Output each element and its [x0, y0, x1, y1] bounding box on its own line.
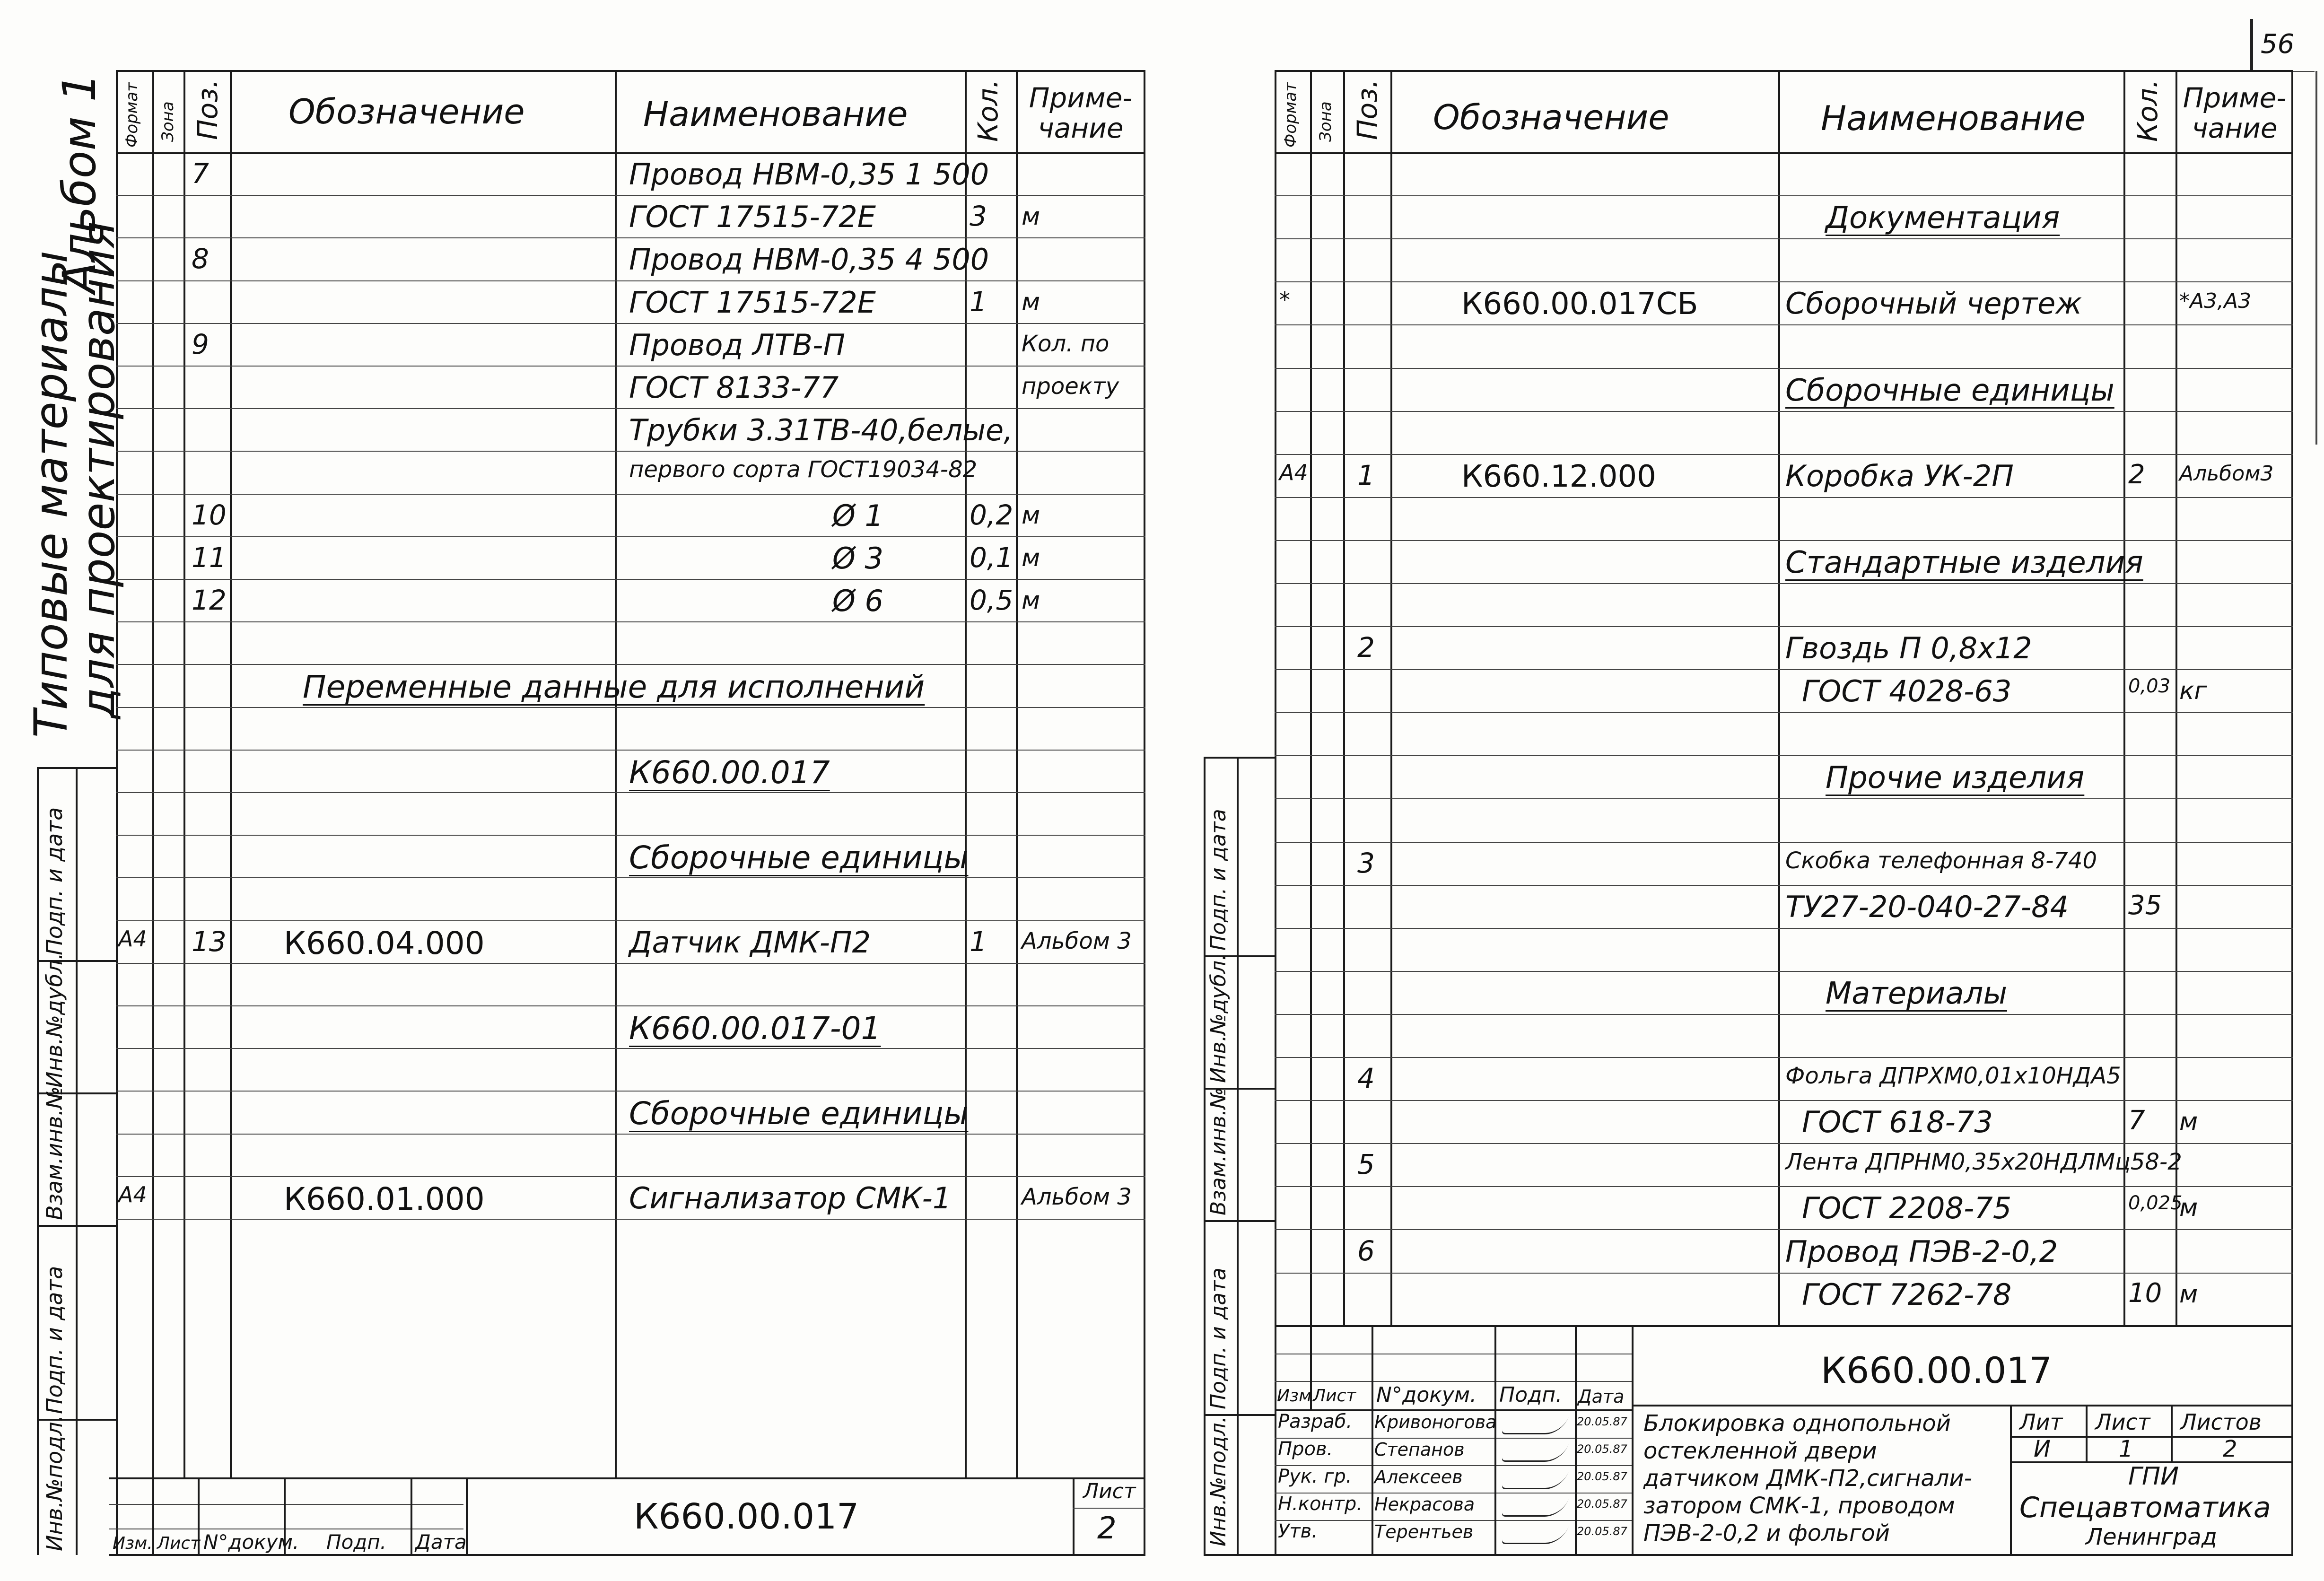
title-lit: И: [2034, 1436, 2051, 1462]
title-sign-line: [1275, 1381, 1632, 1382]
right-row-line: [1275, 195, 2293, 196]
left-stamp-sheet-line: [1073, 1508, 1145, 1509]
left-row-line: [116, 621, 1145, 622]
right-row-name: ГОСТ 2208-75: [1802, 1191, 2012, 1225]
right-row-line: [1275, 1229, 2293, 1230]
right-col-line: [2123, 70, 2125, 1325]
left-row-name: Провод ЛТВ-П: [629, 328, 845, 362]
left-row-line: [116, 750, 1145, 751]
left-col-line: [1016, 70, 1018, 1479]
title-org-2: Спецавтоматика: [2019, 1491, 2271, 1524]
left-row-heading: К660.00.017: [629, 754, 830, 791]
signature-mark: [1501, 1499, 1568, 1517]
left-row-name: Сигнализатор СМК-1: [629, 1181, 952, 1215]
left-row-heading: Сборочные единицы: [629, 839, 969, 876]
signature-mark: [1501, 1527, 1568, 1544]
left-row-name: Ø 6: [832, 584, 883, 618]
right-row-line: [1275, 324, 2293, 325]
right-row-line: [1275, 842, 2293, 843]
title-org-1: ГПИ: [2128, 1462, 2179, 1491]
title-line: остекленной двери: [1643, 1438, 1877, 1464]
left-row-note: м: [1022, 202, 1040, 231]
signature-mark: [1501, 1472, 1568, 1489]
right-frame-bottom: [1204, 1554, 2293, 1556]
side-stamp-line: [76, 767, 78, 1555]
right-row-format: А4: [1279, 460, 1308, 485]
left-row-name: Провод НВМ-0,35 4 500: [629, 242, 989, 277]
right-row-qty: 7: [2128, 1105, 2145, 1136]
right-side-stamp-podp-data-1: Подп. и дата: [1206, 1267, 1231, 1409]
right-side-stamp-inv-podl: Инв.№подл.: [1206, 1416, 1231, 1546]
left-row-name: Трубки 3.31ТВ-40,белые,: [629, 413, 1013, 447]
left-row-note: Кол. по: [1022, 331, 1110, 357]
title-block-col: [2010, 1405, 2012, 1555]
right-col-line: [1343, 70, 1345, 1325]
left-header-qty: Кол.: [972, 79, 1004, 142]
right-row-designation: К660.00.017СБ: [1461, 287, 1698, 322]
left-row-format: А4: [118, 926, 147, 952]
left-row-qty: 0,5: [970, 584, 1013, 616]
left-row-name: первого сорта ГОСТ19034-82: [629, 456, 978, 483]
left-row-qty: 3: [970, 200, 987, 232]
right-row-pos: 2: [1357, 631, 1375, 664]
right-row-line: [1275, 755, 2293, 756]
right-row-qty: 10: [2128, 1278, 2162, 1309]
left-stamp-sheet-label: Лист: [1083, 1479, 1136, 1503]
left-row-name: Датчик ДМК-П2: [629, 925, 871, 960]
side-stamp-line: [37, 767, 39, 1555]
right-row-line: [1275, 497, 2293, 498]
left-row-name: ГОСТ 17515-72Е: [629, 285, 876, 320]
left-stamp-col-date: Дата: [415, 1530, 467, 1554]
signer-date: 20.05.87: [1577, 1525, 1627, 1538]
left-stamp-sheet: 2: [1097, 1511, 1117, 1546]
right-row-heading: Прочие изделия: [1826, 760, 2085, 795]
right-row-qty: 2: [2128, 459, 2145, 490]
right-row-note: м: [2179, 1194, 2198, 1222]
left-row-pos: 8: [192, 243, 209, 275]
left-stamp-top: [109, 1477, 1145, 1479]
title-sign-col: [1372, 1325, 1373, 1555]
right-row-line: [1275, 368, 2293, 369]
right-row-name: ГОСТ 4028-63: [1802, 674, 2012, 708]
right-row-heading: Сборочные единицы: [1785, 373, 2114, 408]
left-row-line: [116, 1005, 1145, 1006]
signer-name: Терентьев: [1374, 1521, 1474, 1542]
left-row-pos: 9: [192, 328, 209, 360]
right-row-heading: Материалы: [1826, 976, 2007, 1011]
left-stamp-col-list: Лист: [157, 1534, 201, 1553]
title-block-line: [2010, 1436, 2293, 1438]
right-row-pos: 3: [1357, 847, 1375, 879]
right-row-name: Фольга ДПРХМ0,01х10НДА5: [1785, 1063, 2121, 1089]
right-row-line: [1275, 798, 2293, 799]
left-row-heading: К660.00.017-01: [629, 1010, 881, 1047]
right-row-line: [1275, 583, 2293, 584]
title-sheets: 2: [2223, 1436, 2237, 1462]
left-stamp-col-sign: Подп.: [326, 1530, 387, 1554]
album-label: Альбом 1: [53, 73, 106, 293]
left-row-line: [116, 963, 1145, 964]
right-row-line: [1275, 669, 2293, 670]
signature-mark: [1501, 1444, 1568, 1462]
title-block-line: [1632, 1405, 2293, 1406]
right-row-line: [1275, 885, 2293, 886]
left-row-name: Провод НВМ-0,35 1 500: [629, 157, 989, 192]
left-row-designation: К660.04.000: [284, 925, 485, 961]
left-row-line: [116, 408, 1145, 409]
right-frame-top: [1275, 70, 2293, 72]
left-row-qty: 0,1: [970, 542, 1013, 574]
right-row-note: *А3,А3: [2179, 289, 2252, 313]
title-sheets-label: Листов: [2180, 1409, 2262, 1435]
left-row-line: [116, 237, 1145, 238]
signer-role: Утв.: [1278, 1520, 1318, 1542]
right-frame-left: [1275, 70, 1276, 1555]
left-row-line: [116, 579, 1145, 580]
left-stamp-col-izm: Изм.: [113, 1534, 153, 1553]
signer-name: Кривоногова: [1374, 1412, 1497, 1433]
title-sign-line: [1275, 1520, 1632, 1521]
left-row-line: [116, 707, 1145, 708]
right-row-qty: 0,025: [2128, 1192, 2183, 1214]
right-row-line: [1275, 712, 2293, 713]
left-row-pos: 7: [192, 157, 209, 190]
right-header-format: Формат: [1281, 82, 1300, 148]
side-stamp-vzam-inv: Взам.инв.№: [42, 1086, 67, 1220]
left-row-name: Ø 1: [832, 498, 883, 533]
title-block-designation: К660.00.017: [1821, 1349, 2053, 1391]
left-row-line: [116, 664, 1145, 665]
left-header-format: Формат: [122, 82, 141, 148]
right-row-line: [1275, 1186, 2293, 1187]
left-row-line: [116, 195, 1145, 196]
right-header-pos: Поз.: [1351, 79, 1383, 140]
side-stamp-inv-podl: Инв.№подл.: [42, 1415, 67, 1551]
left-row-name: ГОСТ 8133-77: [629, 370, 839, 405]
left-row-line: [116, 451, 1145, 452]
right-row-line: [1275, 971, 2293, 972]
left-frame-left: [116, 70, 118, 1555]
signature-mark: [1501, 1417, 1568, 1434]
title-block-top: [1275, 1325, 2293, 1327]
title-block-col: [2171, 1405, 2173, 1461]
right-row-qty: 35: [2128, 890, 2162, 921]
left-row-note: м: [1022, 501, 1040, 530]
signer-name: Алексеев: [1374, 1467, 1463, 1487]
left-row-note: проекту: [1022, 373, 1119, 400]
title-line: Блокировка однопольной: [1643, 1410, 1951, 1437]
left-row-line: [116, 1134, 1145, 1135]
signer-role: Рук. гр.: [1278, 1466, 1352, 1487]
right-row-note: Альбом3: [2179, 462, 2274, 486]
signer-name: Некрасова: [1374, 1494, 1475, 1515]
left-row-note: м: [1022, 288, 1040, 316]
left-frame-bottom: [109, 1554, 1145, 1556]
left-row-line: [116, 920, 1145, 921]
right-row-name: ТУ27-20-040-27-84: [1785, 890, 2069, 924]
left-row-line: [116, 1091, 1145, 1092]
side-stamp-line: [37, 1225, 116, 1227]
left-frame-right: [1144, 70, 1145, 1555]
right-row-line: [1275, 281, 2293, 282]
title-col-list: Лист: [1313, 1386, 1356, 1406]
right-row-pos: 6: [1357, 1235, 1375, 1267]
left-frame-top: [116, 70, 1145, 72]
right-row-line: [1275, 1143, 2293, 1144]
title-line: ПЭВ-2-0,2 и фольгой: [1643, 1520, 1890, 1546]
page-number-mark: [2250, 19, 2253, 71]
left-row-pos: 11: [192, 542, 227, 574]
right-col-line: [1778, 70, 1780, 1325]
title-col-doc: N°докум.: [1376, 1383, 1477, 1407]
left-row-heading: Сборочные единицы: [629, 1095, 969, 1132]
signer-date: 20.05.87: [1577, 1442, 1627, 1456]
right-header-name: Наименование: [1821, 98, 2086, 138]
title-sheet: 1: [2119, 1436, 2133, 1462]
title-org-3: Ленинград: [2086, 1524, 2217, 1550]
left-row-line: [116, 366, 1145, 367]
right-row-pos: 5: [1357, 1148, 1375, 1180]
right-side-stamp-line: [1204, 757, 1275, 759]
right-header-qty: Кол.: [2132, 79, 2164, 142]
left-row-line: [116, 536, 1145, 537]
right-row-line: [1275, 454, 2293, 455]
right-col-line: [2175, 70, 2177, 1325]
signer-date: 20.05.87: [1577, 1497, 1627, 1511]
title-line: затором СМК-1, проводом: [1643, 1493, 1955, 1519]
left-row-line: [116, 835, 1145, 836]
left-col-line: [230, 70, 232, 1479]
right-side-stamp-inv-dubl: Инв.№дубл.: [1206, 953, 1231, 1083]
right-header-zone: Зона: [1316, 101, 1335, 142]
title-sign-col: [1575, 1325, 1577, 1555]
album-title-line2: для проектирования: [72, 221, 125, 719]
left-row-line: [116, 1219, 1145, 1220]
right-row-pos: 1: [1357, 459, 1375, 491]
left-row-line: [116, 877, 1145, 878]
left-row-designation: К660.01.000: [284, 1181, 485, 1217]
right-side-stamp-podp-data-2: Подп. и дата: [1206, 809, 1231, 951]
left-row-qty: 1: [970, 926, 987, 958]
right-row-name: Провод ПЭВ-2-0,2: [1785, 1234, 2058, 1269]
right-frame-right: [2291, 70, 2293, 1325]
left-row-line: [116, 1176, 1145, 1177]
left-row-heading: Переменные данные для исполнений: [303, 669, 925, 705]
right-side-stamp-line: [1237, 757, 1239, 1554]
left-header-designation: Обозначение: [288, 92, 525, 131]
title-sheet-label: Лист: [2095, 1409, 2150, 1435]
left-row-note: Альбом 3: [1022, 1184, 1132, 1210]
signer-date: 20.05.87: [1577, 1415, 1627, 1428]
right-row-qty: 0,03: [2128, 675, 2171, 697]
right-row-heading: Документация: [1826, 201, 2060, 236]
right-row-note: м: [2179, 1108, 2198, 1136]
left-row-pos: 10: [192, 499, 227, 531]
left-header-pos: Поз.: [192, 79, 224, 140]
signer-role: Н.контр.: [1278, 1493, 1363, 1515]
side-stamp-inv-dubl: Инв.№дубл.: [42, 952, 67, 1088]
right-col-line: [1390, 70, 1392, 1325]
title-block-right: [2291, 1325, 2293, 1555]
left-header-name: Наименование: [643, 94, 908, 134]
left-stamp-col: [411, 1477, 412, 1554]
right-header-designation: Обозначение: [1433, 97, 1669, 137]
signer-date: 20.05.87: [1577, 1470, 1627, 1483]
right-row-name: Лента ДПРНМ0,35х20НДЛМц58-2: [1785, 1149, 2182, 1175]
left-row-name: ГОСТ 17515-72Е: [629, 200, 876, 234]
right-header-bottom: [1275, 152, 2293, 154]
left-stamp-col-doc: N°докум.: [203, 1530, 299, 1554]
side-stamp-podp-data-1: Подп. и дата: [42, 1266, 67, 1414]
right-row-designation: К660.12.000: [1461, 459, 1656, 494]
right-row-name: Гвоздь П 0,8х12: [1785, 631, 2032, 665]
left-row-line: [116, 323, 1145, 324]
right-side-stamp-vzam-inv: Взам.инв.№: [1206, 1087, 1231, 1215]
right-col-line: [1310, 70, 1312, 1325]
left-header-bottom: [116, 152, 1145, 154]
signer-role: Разраб.: [1278, 1411, 1353, 1433]
left-stamp-designation: К660.00.017: [634, 1496, 859, 1537]
right-row-name: ГОСТ 7262-78: [1802, 1277, 2012, 1312]
right-row-line: [1275, 540, 2293, 541]
left-col-line: [183, 70, 185, 1479]
right-row-line: [1275, 1014, 2293, 1015]
left-row-name: Ø 3: [832, 541, 883, 576]
left-row-pos: 13: [192, 926, 227, 958]
title-lit-label: Лит: [2019, 1409, 2063, 1435]
left-stamp-col: [1073, 1477, 1075, 1554]
right-row-line: [1275, 1100, 2293, 1101]
right-side-stamp-line: [1204, 1220, 1275, 1222]
album-title-line1: Типовые материалы: [25, 250, 78, 738]
left-header-note: Приме-чание: [1029, 82, 1133, 144]
signer-role: Пров.: [1278, 1438, 1333, 1460]
left-row-note: Альбом 3: [1022, 928, 1132, 954]
right-row-name: ГОСТ 618-73: [1802, 1105, 1993, 1139]
right-row-line: [1275, 1273, 2293, 1274]
left-row-line: [116, 280, 1145, 281]
title-sign-col: [1494, 1325, 1496, 1555]
left-row-line: [116, 494, 1145, 495]
left-row-note: м: [1022, 544, 1040, 572]
right-edge-mark: [2315, 71, 2317, 445]
side-stamp-podp-data-2: Подп. и дата: [42, 807, 67, 955]
right-row-line: [1275, 626, 2293, 627]
right-side-stamp-line: [1204, 1414, 1275, 1416]
signer-name: Степанов: [1374, 1439, 1465, 1460]
left-col-line: [152, 70, 154, 1479]
right-row-name: Сборочный чертеж: [1785, 286, 2082, 321]
left-col-line: [965, 70, 967, 1479]
right-row-name: Коробка УК-2П: [1785, 459, 2014, 493]
right-row-heading: Стандартные изделия: [1785, 545, 2143, 580]
right-row-note: м: [2179, 1280, 2198, 1309]
title-col-sign: Подп.: [1499, 1383, 1563, 1407]
left-row-pos: 12: [192, 584, 227, 616]
left-row-qty: 1: [970, 286, 987, 318]
title-block-col: [2086, 1405, 2088, 1461]
title-col-izm: Изм.: [1277, 1386, 1317, 1406]
left-row-note: м: [1022, 586, 1040, 615]
page-number: 56: [2261, 29, 2295, 60]
right-row-line: [1275, 1057, 2293, 1058]
right-side-stamp-line: [1204, 757, 1206, 1554]
right-row-note: кг: [2179, 677, 2207, 705]
right-row-name: Скобка телефонная 8-740: [1785, 847, 2097, 874]
right-row-line: [1275, 238, 2293, 239]
right-header-note: Приме-чание: [2183, 82, 2287, 144]
right-row-line: [1275, 928, 2293, 929]
left-row-format: А4: [118, 1182, 147, 1207]
right-row-format: *: [1279, 287, 1290, 313]
left-col-line: [615, 70, 617, 1479]
left-row-line: [116, 792, 1145, 793]
title-block-divider: [1632, 1325, 1634, 1555]
left-row-qty: 0,2: [970, 499, 1013, 531]
right-row-pos: 4: [1357, 1062, 1375, 1094]
left-row-line: [116, 1048, 1145, 1049]
title-col-date: Дата: [1578, 1386, 1625, 1407]
title-line: датчиком ДМК-П2,сигнали-: [1643, 1465, 1972, 1492]
right-row-line: [1275, 411, 2293, 412]
left-header-zone: Зона: [158, 101, 177, 142]
